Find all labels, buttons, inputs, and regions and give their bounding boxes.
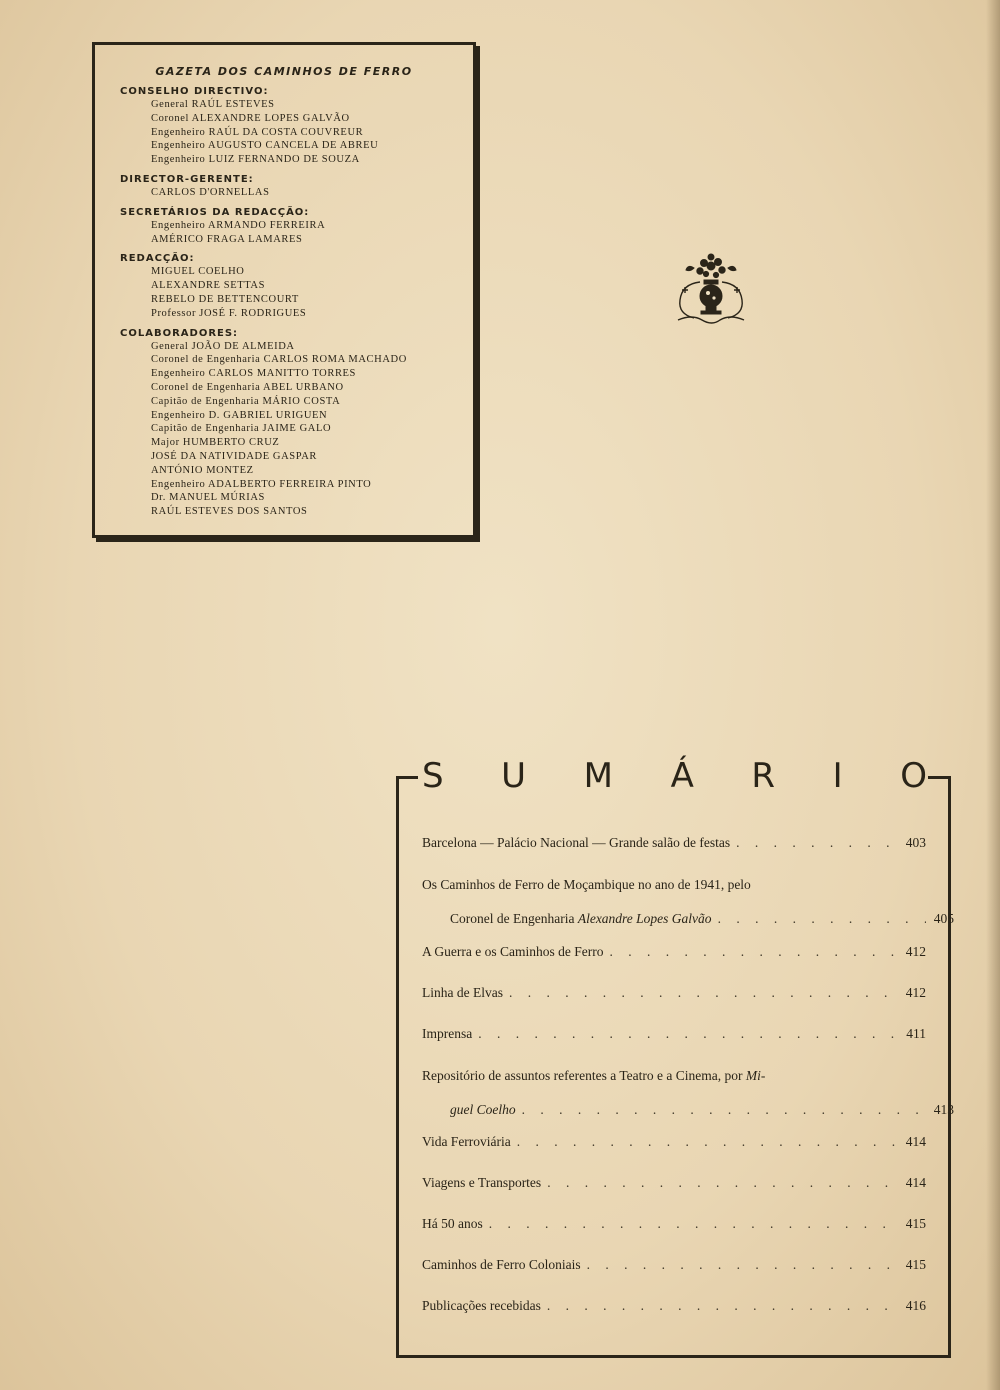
toc-leader [509, 984, 898, 1002]
toc-title: A Guerra e os Caminhos de Ferro [422, 944, 604, 959]
staff-member: AMÉRICO FRAGA LAMARES [151, 233, 303, 245]
summary-title [422, 756, 927, 796]
title-letter: M [583, 756, 613, 796]
staff-list [120, 85, 475, 519]
staff-member: JOSÉ DA NATIVIDADE GASPAR [151, 450, 318, 462]
frame-bottom [396, 1355, 951, 1358]
toc-title: Imprensa [422, 1026, 473, 1041]
staff-member: Professor JOSÉ F. RODRIGUES [151, 307, 307, 319]
toc-page: 411 [906, 1026, 926, 1041]
toc-page: 412 [905, 944, 926, 959]
staff-member: Engenheiro AUGUSTO CANCELA DE ABREU [151, 140, 379, 152]
staff-member: ANTÓNIO MONTEZ [151, 464, 254, 476]
section-heading: REDACÇÃO: [120, 253, 195, 265]
toc-title: Publicações recebidas [422, 1298, 541, 1313]
toc-title: Caminhos de Ferro Coloniais [422, 1257, 581, 1272]
staff-member: General RAÚL ESTEVES [151, 99, 275, 110]
toc-leader [718, 910, 926, 928]
toc-title: Repositório de assuntos referentes a Teatro e a Cinema, por [422, 1068, 743, 1083]
toc-entry [422, 984, 926, 1002]
toc-entry [422, 834, 926, 852]
staff-member: Dr. MANUEL MÚRIAS [151, 492, 265, 504]
toc-entry [422, 1215, 926, 1233]
toc-page: 414 [905, 1134, 926, 1149]
toc-title: Vida Ferroviária [422, 1134, 511, 1149]
toc-page: 405 [933, 911, 954, 926]
frame-left [396, 776, 399, 1358]
staff-member: Engenheiro LUIZ FERNANDO DE SOUZA [151, 154, 360, 166]
frame-right [948, 776, 951, 1358]
box-shadow-bottom [96, 538, 480, 542]
section-heading: SECRETÁRIOS DA REDACÇÃO: [120, 206, 310, 218]
toc-leader [489, 1215, 898, 1233]
masthead: GAZETA DOS CAMINHOS DE FERRO [155, 65, 413, 78]
title-letter: Á [670, 756, 694, 796]
toc-page: 414 [905, 1175, 926, 1190]
toc-page: 415 [905, 1216, 926, 1231]
toc-entry [422, 943, 926, 961]
staff-member: Capitão de Engenharia MÁRIO COSTA [151, 395, 341, 407]
staff-member: Coronel de Engenharia CARLOS ROMA MACHADO [151, 354, 407, 366]
toc-leader [609, 943, 898, 961]
toc-page: 415 [905, 1257, 926, 1272]
toc-page: 412 [905, 985, 926, 1000]
title-letter: R [751, 756, 776, 796]
frame-top-right [928, 776, 950, 779]
staff-member: Major HUMBERTO CRUZ [151, 437, 280, 449]
toc-entry [422, 1297, 926, 1315]
toc-page: 413 [933, 1102, 954, 1117]
toc-leader [547, 1297, 898, 1315]
staff-member: Coronel de Engenharia ABEL URBANO [151, 381, 344, 393]
toc-title: Barcelona — Palácio Nacional — Grande salão de festas [422, 835, 731, 850]
staff-member: CARLOS D'ORNELLAS [151, 186, 270, 198]
toc-leader [522, 1101, 926, 1119]
section-heading: COLABORADORES: [120, 327, 239, 339]
flower-vase-ornament-icon [670, 250, 752, 328]
toc-page: 403 [905, 835, 926, 850]
toc-entry [422, 1174, 926, 1192]
toc-entry [422, 1067, 954, 1119]
toc-leader [517, 1133, 898, 1151]
page-edge-shadow [986, 0, 1000, 1390]
staff-member: Engenheiro CARLOS MANITTO TORRES [151, 368, 356, 380]
toc-author: Alexandre Lopes Galvão [577, 911, 712, 926]
toc-leader [478, 1025, 898, 1043]
toc-title: Os Caminhos de Ferro de Moçambique no ano de 1941, pelo [422, 877, 751, 892]
toc-entry [422, 1256, 926, 1274]
toc-author: Mi- [745, 1068, 766, 1083]
staff-member: Coronel ALEXANDRE LOPES GALVÃO [151, 112, 350, 124]
staff-member: General JOÃO DE ALMEIDA [151, 340, 295, 352]
staff-member: Engenheiro RAÚL DA COSTA COUVREUR [151, 126, 364, 138]
toc-entry [422, 1025, 926, 1043]
toc-entry [422, 876, 954, 928]
toc-leader [736, 834, 898, 852]
title-letter: I [832, 756, 843, 796]
staff-member: Engenheiro D. GABRIEL URIGUEN [151, 409, 328, 421]
frame-top-left [396, 776, 418, 779]
toc-title: Viagens e Transportes [422, 1175, 542, 1190]
staff-member: Engenheiro ARMANDO FERREIRA [151, 219, 326, 231]
staff-member: Engenheiro ADALBERTO FERREIRA PINTO [151, 478, 372, 490]
staff-member: ALEXANDRE SETTAS [151, 280, 266, 292]
toc-page: 416 [905, 1298, 926, 1313]
toc-title: Linha de Elvas [422, 985, 503, 1000]
toc-author-cont: guel Coelho [450, 1102, 516, 1117]
title-letter: O [900, 756, 927, 796]
toc-title: Há 50 anos [422, 1216, 483, 1231]
section-heading: CONSELHO DIRECTIVO: [120, 86, 269, 97]
title-letter: U [501, 756, 527, 796]
title-letter: S [422, 756, 444, 796]
staff-member: RAÚL ESTEVES DOS SANTOS [151, 506, 308, 518]
box-shadow-right [476, 46, 480, 542]
toc-title-cont: Coronel de Engenharia [450, 911, 578, 926]
section-heading: DIRECTOR-GERENTE: [120, 173, 254, 185]
toc-leader [547, 1174, 898, 1192]
staff-member: MIGUEL COELHO [151, 266, 245, 278]
staff-member: Capitão de Engenharia JAIME GALO [151, 423, 332, 435]
toc-entry [422, 1133, 926, 1151]
staff-member: REBELO DE BETTENCOURT [151, 293, 299, 305]
toc-leader [587, 1256, 898, 1274]
staff-box [92, 42, 476, 538]
